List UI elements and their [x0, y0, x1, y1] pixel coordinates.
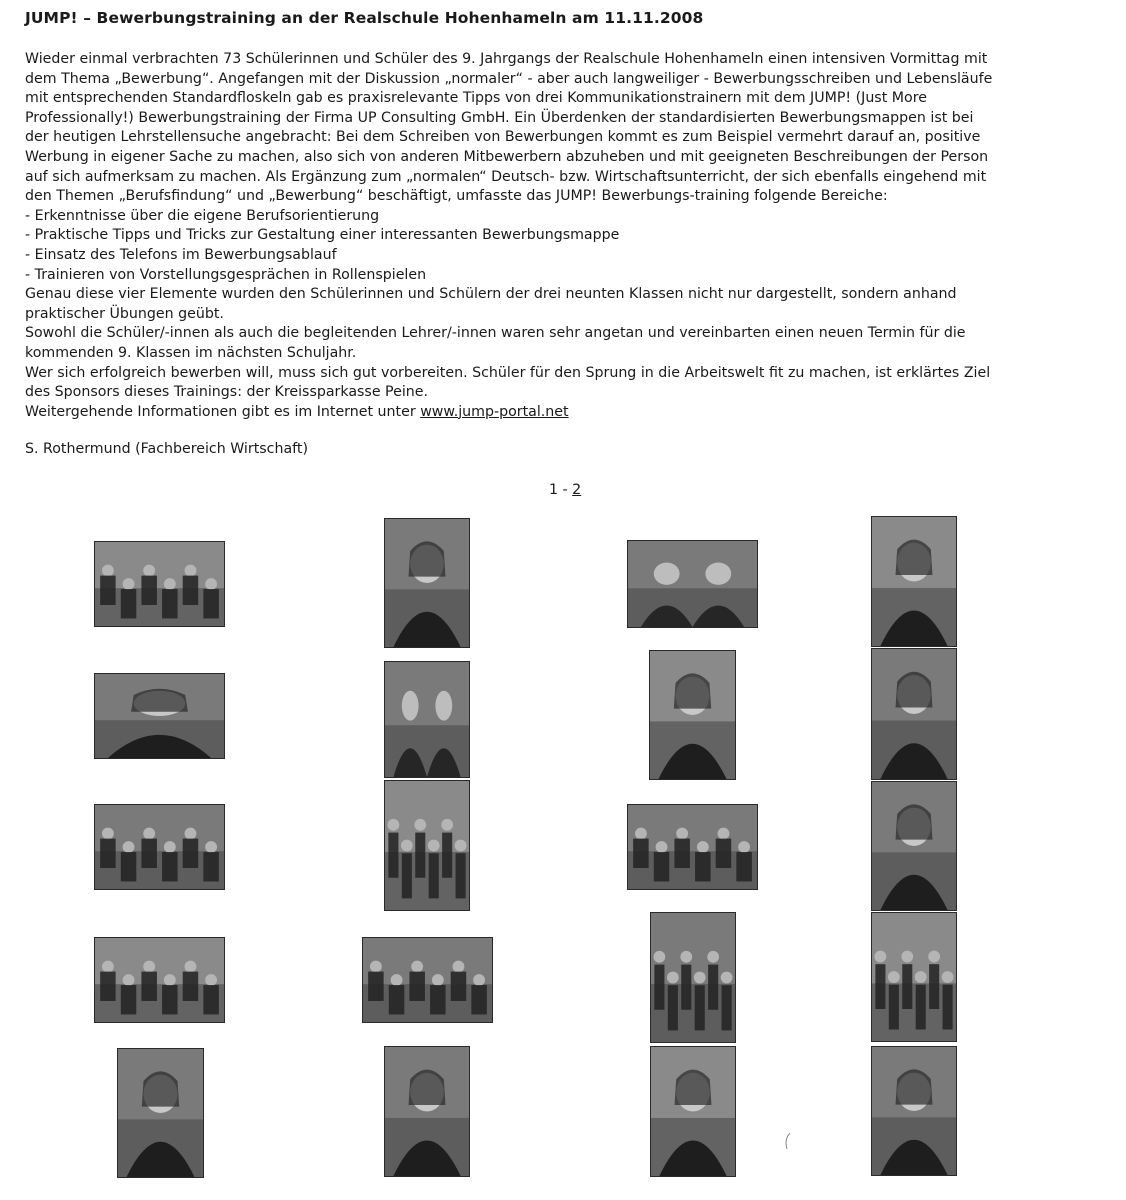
author-signature: S. Rothermund (Fachbereich Wirtschaft): [25, 441, 308, 457]
article-body: [25, 50, 1115, 422]
info-line: [25, 403, 1115, 423]
body-line: der heutigen Lehrstellensuche angebracht: Bei dem Schreiben von Bewerbungen kommt es zum Beispiel vermehrt darauf an, positive: [25, 129, 981, 146]
list-item: - Praktische Tipps und Tricks zur Gestaltung einer interessanten Bewerbungsmappe: [25, 227, 620, 244]
gallery-photo[interactable]: [871, 648, 957, 780]
body-line: Sowohl die Schüler/-innen als auch die begleitenden Lehrer/-innen waren sehr angetan und vereinbarten einen neuen Termin für die: [25, 325, 966, 342]
body-line: dem Thema „Bewerbung“. Angefangen mit der Diskussion „normaler“ - aber auch langweiliger - Bewerbungsschreiben und Lebensläufe: [25, 70, 993, 87]
gallery-photo[interactable]: [362, 937, 493, 1023]
gallery-photo[interactable]: [871, 781, 957, 911]
gallery-photo[interactable]: [384, 780, 470, 911]
gallery-photo[interactable]: [94, 804, 225, 890]
gallery-photo[interactable]: [627, 804, 758, 890]
body-line: kommenden 9. Klassen im nächsten Schuljahr.: [25, 344, 357, 361]
gallery-photo[interactable]: [384, 661, 470, 778]
body-line: Professionally!) Bewerbungstraining der Firma UP Consulting GmbH. Ein Überdenken der standardisierten Bewerbungsmappen ist bei: [25, 109, 974, 126]
body-line: praktischer Übungen geübt.: [25, 305, 224, 322]
info-prefix: Weitergehende Informationen gibt es im Internet unter: [25, 403, 421, 420]
gallery-photo[interactable]: [384, 1046, 470, 1177]
gallery-photo[interactable]: [384, 518, 470, 648]
gallery-photo[interactable]: [649, 650, 736, 780]
gallery-photo[interactable]: [871, 1046, 957, 1176]
gallery-photo[interactable]: [94, 673, 225, 759]
scan-mark: [784, 1132, 792, 1150]
body-line: Wer sich erfolgreich bewerben will, muss sich gut vorbereiten. Schüler für den Sprung in die Arbeitswelt fit zu machen, ist erklärtes Ziel: [25, 364, 991, 381]
gallery-photo[interactable]: [871, 516, 957, 647]
gallery-photo[interactable]: [650, 1046, 736, 1177]
gallery-photo[interactable]: [871, 912, 957, 1042]
page-separator: -: [558, 482, 573, 498]
body-line: mit entsprechenden Standardfloskeln gab es praxisrelevante Tipps von drei Kommunikationstrainern mit dem JUMP! (Just More: [25, 90, 927, 107]
list-item: - Erkenntnisse über die eigene Berufsorientierung: [25, 207, 380, 224]
body-line: Werbung in eigener Sache zu machen, also sich von anderen Mitbewerbern abzuheben und mit geeigneten Beschreibungen der Person: [25, 148, 989, 165]
pagination: [549, 482, 581, 498]
page-link-2[interactable]: 2: [572, 482, 582, 498]
gallery-photo[interactable]: [117, 1048, 204, 1178]
gallery-photo[interactable]: [627, 540, 758, 628]
body-line: auf sich aufmerksam zu machen. Als Ergänzung zum „normalen“ Deutsch- bzw. Wirtschaftsunterricht, der sich ebenfalls eingehend mit: [25, 168, 987, 185]
gallery-photo[interactable]: [650, 912, 736, 1043]
gallery-photo[interactable]: [94, 541, 225, 627]
list-item: - Einsatz des Telefons im Bewerbungsablauf: [25, 246, 337, 263]
article-title: JUMP! – Bewerbungstraining an der Realschule Hohenhameln am 11.11.2008: [25, 9, 704, 27]
list-item: - Trainieren von Vorstellungsgesprächen in Rollenspielen: [25, 266, 427, 283]
body-line: Wieder einmal verbrachten 73 Schülerinnen und Schüler des 9. Jahrgangs der Realschule Hohenhameln einen intensiven Vormittag mit: [25, 51, 988, 67]
body-line: den Themen „Berufsfindung“ und „Bewerbung“ beschäftigt, umfasste das JUMP! Bewerbungs-training folgende Bereiche:: [25, 188, 888, 205]
gallery-photo[interactable]: [94, 937, 225, 1023]
page-current: 1: [549, 482, 559, 498]
jump-portal-link[interactable]: www.jump-portal.net: [420, 403, 569, 420]
body-line: des Sponsors dieses Trainings: der Kreissparkasse Peine.: [25, 384, 429, 401]
body-line: Genau diese vier Elemente wurden den Schülerinnen und Schülern der drei neunten Klassen nicht nur dargestellt, sondern anhand: [25, 286, 957, 303]
